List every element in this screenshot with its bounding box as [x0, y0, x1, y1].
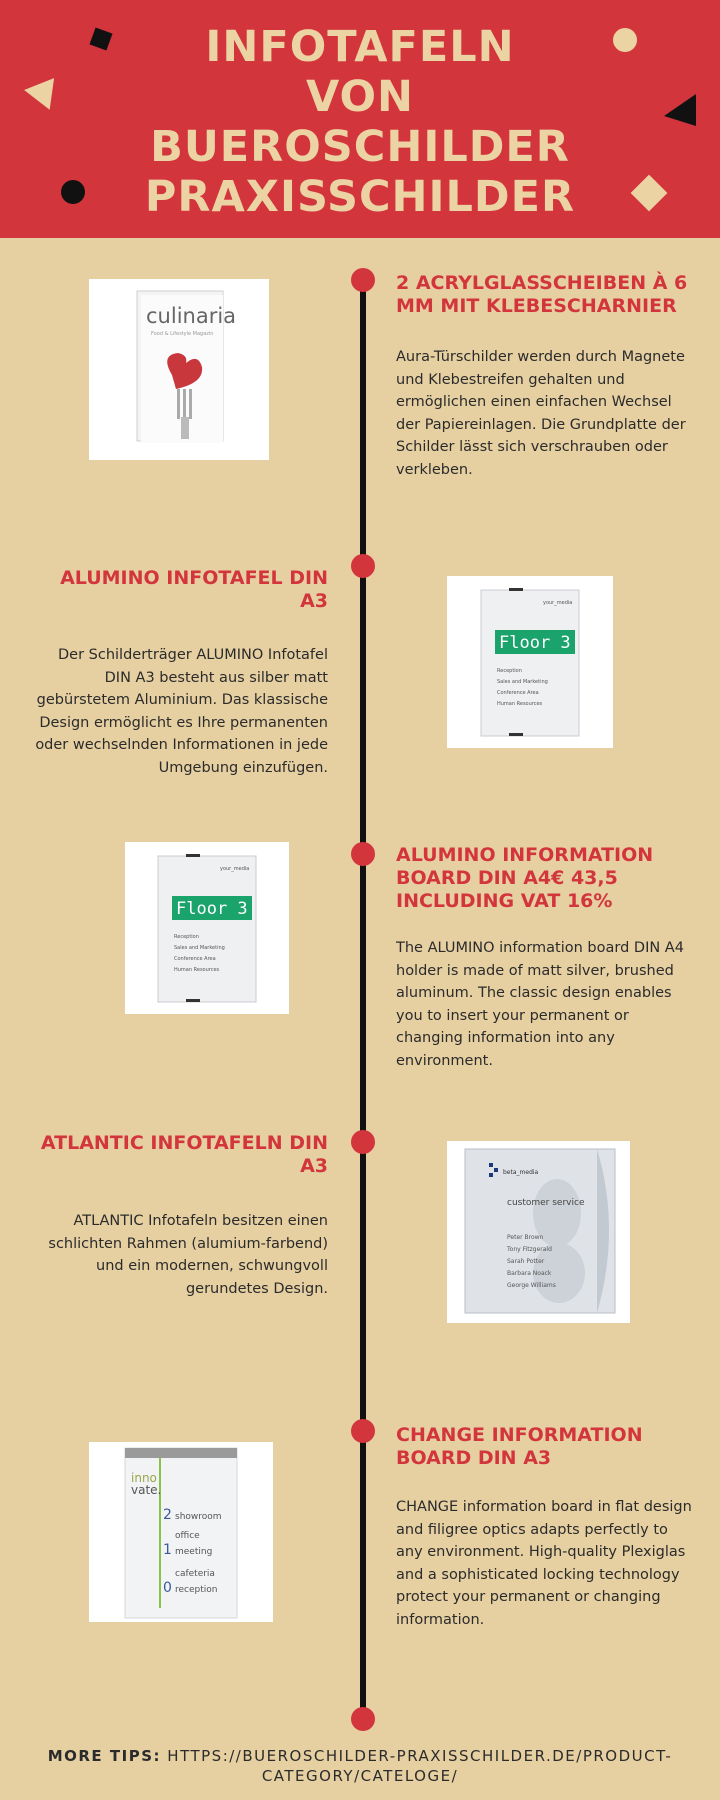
sign-title: customer service — [507, 1198, 585, 1208]
product-image-change — [89, 1442, 273, 1622]
title-line: INFOTAFELN — [205, 22, 515, 72]
sign-line: George Williams — [507, 1282, 556, 1289]
logo-text: your_media — [543, 600, 573, 606]
timeline-dot — [351, 268, 375, 292]
sign-line: Tony Fitzgerald — [507, 1246, 552, 1253]
footer-tips — [0, 1746, 720, 1786]
sign-line: office — [175, 1531, 200, 1541]
item-heading: ALUMINO INFORMATION BOARD DIN A4€ 43,5 INCLUDING VAT 16% — [396, 844, 654, 912]
sign-line: Human Resources — [497, 701, 543, 707]
brand-text: culinaria — [146, 304, 237, 328]
sign-line: Peter Brown — [507, 1234, 544, 1241]
atlantic-sign-illustration — [447, 1141, 630, 1323]
timeline-dot — [351, 1130, 375, 1154]
sign-line: Reception — [174, 934, 199, 940]
product-image-alumino-a4 — [125, 842, 289, 1014]
header-banner — [0, 0, 720, 238]
sign-line: cafeteria — [175, 1569, 215, 1579]
logo-text: your_media — [220, 866, 250, 872]
item-heading: 2 ACRYLGLASSCHEIBEN À 6 MM MIT KLEBESCHARNIER — [396, 272, 688, 317]
sign-line: Sales and Marketing — [174, 945, 225, 951]
change-sign-illustration — [89, 1442, 273, 1622]
sign-line: Sales and Marketing — [497, 679, 548, 685]
sign-line: Sarah Potter — [507, 1258, 545, 1265]
item-heading: ATLANTIC INFOTAFELN DIN A3 — [40, 1132, 328, 1177]
item-heading: ALUMINO INFOTAFEL DIN A3 — [60, 567, 328, 612]
product-image-culinaria — [89, 279, 269, 460]
floor-sign-illustration — [447, 576, 613, 748]
culinaria-sign-illustration — [89, 279, 269, 460]
item-body: CHANGE information board in flat design and filigree optics adapts perfectly to any environment. High-quality Plexiglas and a sophisticated locking technology protect your permanent or changing information. — [396, 1499, 692, 1628]
item-body: Der Schilderträger ALUMINO Infotafel DIN A3 besteht aus silber matt gebürstetem Aluminium. Das klassische Design ermöglicht es Ihre permanenten oder wechselnden Informationen in jede Umgebung einzufügen. — [35, 647, 328, 776]
sign-line: Reception — [497, 668, 522, 674]
footer-link[interactable]: HTTPS://BUEROSCHILDER-PRAXISSCHILDER.DE/PRODUCT-CATEGORY/CATELOGE/ — [167, 1747, 673, 1785]
sign-line: meeting — [175, 1547, 213, 1557]
timeline-line — [360, 280, 366, 1720]
timeline-dot — [351, 1707, 375, 1731]
logo-text: inno — [131, 1471, 157, 1485]
sign-line: Human Resources — [174, 967, 220, 973]
sign-number: 1 — [163, 1542, 172, 1558]
logo-text: vate. — [131, 1483, 162, 1497]
sign-number: 2 — [163, 1507, 172, 1523]
product-image-atlantic — [447, 1141, 630, 1323]
sign-line: reception — [175, 1585, 218, 1595]
title-line: PRAXISSCHILDER — [144, 172, 576, 222]
title-line: BUEROSCHILDER — [150, 122, 570, 172]
sign-line: showroom — [175, 1512, 222, 1522]
item-body: The ALUMINO information board DIN A4 holder is made of matt silver, brushed aluminum. The classic design enables you to insert your permanent or changing information into any environment. — [396, 940, 684, 1069]
logo-text: beta_media — [503, 1169, 539, 1176]
tagline-text: Food & Lifestyle Magazin — [151, 331, 214, 337]
item-body: Aura-Türschilder werden durch Magnete und Klebestreifen gehalten und ermöglichen einen einfachen Wechsel der Papiereinlagen. Die Grundplatte der Schilder lässt sich verschrauben oder verkleben. — [396, 349, 686, 478]
floor-sign-illustration — [125, 842, 289, 1014]
title-line: VON — [305, 72, 415, 122]
item-body: ATLANTIC Infotafeln besitzen einen schlichten Rahmen (alumium-farbend) und ein modernen, schwungvoll gerundetes Design. — [48, 1213, 328, 1297]
footer-label: MORE TIPS: — [47, 1747, 162, 1765]
product-image-alumino-a3 — [447, 576, 613, 748]
item-heading: CHANGE INFORMATION BOARD DIN A3 — [396, 1424, 643, 1469]
page-title — [0, 22, 720, 222]
sign-line: Conference Area — [174, 956, 216, 962]
sign-line: Conference Area — [497, 690, 539, 696]
timeline-dot — [351, 842, 375, 866]
floor-text: Floor 3 — [176, 899, 248, 919]
sign-number: 0 — [163, 1580, 172, 1596]
timeline-dot — [351, 554, 375, 578]
floor-text: Floor 3 — [499, 633, 571, 653]
sign-line: Barbara Noack — [507, 1270, 552, 1277]
timeline-dot — [351, 1419, 375, 1443]
